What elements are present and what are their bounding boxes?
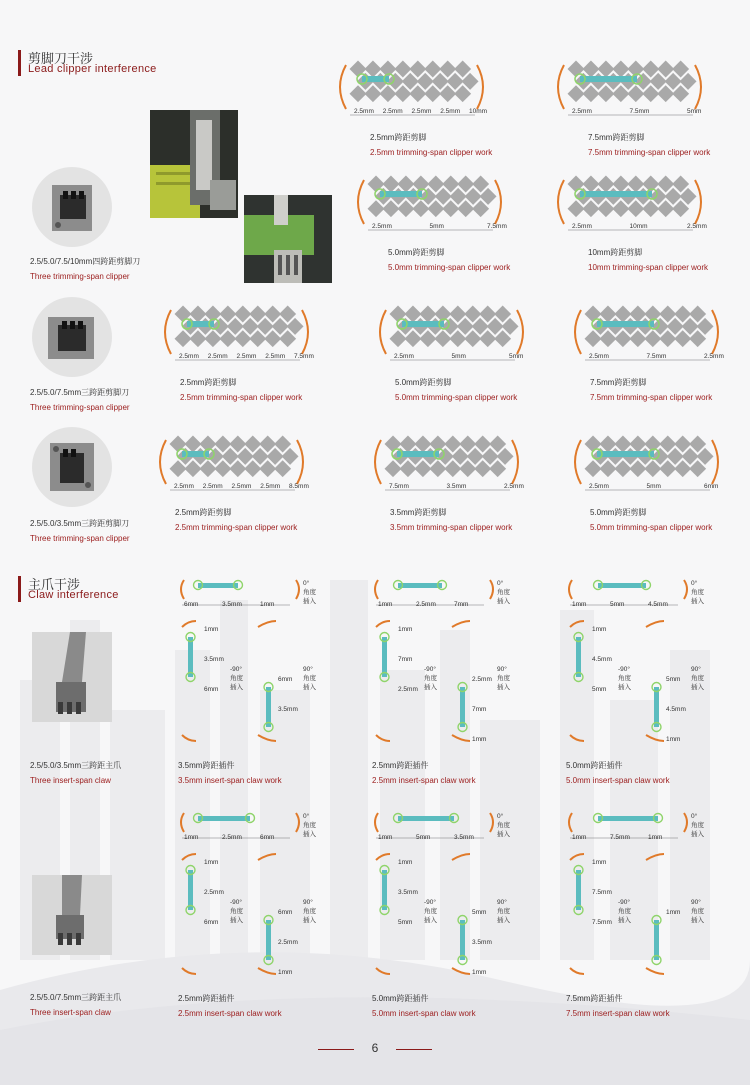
angle-label: 插入 [691, 831, 704, 838]
dimension-label: 7.5mm [389, 483, 409, 490]
page-footer [0, 1040, 750, 1060]
dimension-label: 1mm [204, 626, 219, 633]
diagram-caption [372, 991, 476, 1021]
caption-en: 5.0mm trimming-span clipper work [590, 523, 713, 532]
lead-tool-caption: 2.5/5.0/3.5mm三跨距剪脚刀 Three trimming-span clipper [30, 519, 130, 543]
dimension-label: 10mm [469, 108, 488, 115]
dimension-label: 2.5mm [372, 223, 392, 230]
section-title-en: Claw interference [28, 589, 119, 601]
dimension-label: 2.5mm [179, 353, 199, 360]
dimension-label: 1mm [398, 859, 413, 866]
dimension-label: 5mm [509, 353, 524, 360]
clipper-span-diagram [565, 300, 730, 380]
dimension-label: 2.5mm [572, 223, 592, 230]
dimension-label: 5mm [687, 108, 702, 115]
dimension-label: 1mm [278, 969, 293, 976]
diagram-caption [588, 245, 708, 275]
dimension-label: 2.5mm [382, 108, 403, 115]
dimension-label: 2.5mm [589, 483, 609, 490]
angle-label: -90° [424, 899, 436, 906]
clipper-span-diagram [565, 430, 730, 510]
dimension-label: 3.5mm [204, 656, 224, 663]
diagram-caption [180, 375, 302, 405]
angle-label: 90° [497, 666, 507, 673]
claw-tool-image-1 [32, 632, 112, 722]
caption-cn: 5.0mm跨距插件 [566, 761, 623, 770]
angle-label: 90° [497, 899, 507, 906]
claw-span-diagram [566, 575, 716, 750]
angle-label: 角度 [230, 675, 243, 682]
angle-label: 插入 [303, 598, 316, 605]
clipper-span-diagram [548, 170, 713, 250]
section-title-cn: 主爪干涉 [28, 577, 81, 592]
dimension-label: 7.5mm [592, 919, 612, 926]
caption-cn: 2.5mm跨距剪脚 [180, 378, 237, 387]
page-number: 6 [371, 1041, 379, 1055]
angle-label: 角度 [618, 908, 631, 915]
dimension-label: 4.5mm [648, 601, 668, 608]
diagram-caption [566, 991, 670, 1021]
caption-cn: 5.0mm跨距剪脚 [395, 378, 452, 387]
angle-label: 角度 [691, 589, 704, 596]
dimension-label: 4.5mm [592, 656, 612, 663]
angle-label: 角度 [691, 822, 704, 829]
dimension-label: 6mm [278, 909, 293, 916]
angle-label: 插入 [497, 598, 510, 605]
caption-cn: 7.5mm跨距剪脚 [590, 378, 647, 387]
angle-label: 角度 [618, 675, 631, 682]
claw-span-diagram [566, 808, 716, 983]
clipper-tool-image-2 [30, 295, 114, 379]
diagram-caption [370, 130, 492, 160]
caption-cn: 2.5mm跨距剪脚 [175, 508, 232, 517]
dimension-label: 3.5mm [222, 601, 242, 608]
angle-label: 插入 [497, 917, 510, 924]
diagram-caption [590, 505, 712, 535]
diagram-caption [178, 758, 282, 788]
clipper-span-diagram [548, 55, 713, 135]
angle-label: 插入 [691, 598, 704, 605]
angle-label: 插入 [691, 684, 704, 691]
dimension-label: 5mm [416, 834, 431, 841]
angle-label: 0° [303, 813, 310, 820]
angle-label: 插入 [230, 684, 243, 691]
angle-label: 插入 [303, 917, 316, 924]
caption-en: 5.0mm insert-span claw work [566, 776, 670, 785]
dimension-label: 1mm [378, 834, 393, 841]
caption-en: 10mm trimming-span clipper work [588, 263, 709, 272]
caption-en: 3.5mm trimming-span clipper work [390, 523, 513, 532]
angle-label: -90° [618, 899, 630, 906]
caption-cn: 3.5mm跨距剪脚 [390, 508, 447, 517]
section-title-cn: 剪脚刀干涉 [28, 51, 94, 66]
caption-en: 7.5mm trimming-span clipper work [588, 148, 711, 157]
dimension-label: 2.5mm [440, 108, 461, 115]
dimension-label: 7mm [398, 656, 413, 663]
caption-cn: 5.0mm跨距剪脚 [388, 248, 445, 257]
dimension-label: 5mm [646, 483, 661, 490]
dimension-label: 5mm [398, 919, 413, 926]
dimension-label: 2.5mm [472, 676, 492, 683]
dimension-label: 5mm [610, 601, 625, 608]
angle-label: -90° [230, 899, 242, 906]
angle-label: 角度 [424, 675, 437, 682]
angle-label: 角度 [303, 589, 316, 596]
dimension-label: 3.5mm [278, 706, 298, 713]
dimension-label: 2.5mm [202, 483, 223, 490]
dimension-label: 1mm [378, 601, 393, 608]
diagram-caption [388, 245, 510, 275]
angle-label: 插入 [424, 684, 437, 691]
caption-en: 5.0mm trimming-span clipper work [395, 393, 518, 402]
caption-cn: 5.0mm跨距插件 [372, 994, 429, 1003]
angle-label: 插入 [424, 917, 437, 924]
angle-label: 插入 [497, 831, 510, 838]
caption-en: 7.5mm trimming-span clipper work [590, 393, 713, 402]
clipper-closeup-photo [244, 195, 332, 283]
angle-label: 角度 [497, 822, 510, 829]
diagram-caption [395, 375, 517, 405]
caption-en: 7.5mm insert-span claw work [566, 1009, 670, 1018]
dimension-label: 1mm [184, 834, 199, 841]
clipper-span-diagram [155, 300, 320, 380]
angle-label: 角度 [497, 675, 510, 682]
caption-en: 5.0mm insert-span claw work [372, 1009, 476, 1018]
clipper-span-diagram [370, 300, 535, 380]
angle-label: -90° [230, 666, 242, 673]
dimension-label: 2.5mm [222, 834, 242, 841]
angle-label: 角度 [424, 908, 437, 915]
dimension-label: 6mm [278, 676, 293, 683]
diagram-caption [175, 505, 297, 535]
angle-label: 插入 [303, 831, 316, 838]
diagram-caption [178, 991, 282, 1021]
dimension-label: 7.5mm [487, 223, 507, 230]
angle-label: 90° [303, 899, 313, 906]
dimension-label: 1mm [666, 736, 681, 743]
angle-label: -90° [424, 666, 436, 673]
dimension-label: 3.5mm [446, 483, 467, 490]
dimension-label: 1mm [666, 909, 681, 916]
angle-label: 角度 [691, 908, 704, 915]
angle-label: 角度 [303, 822, 316, 829]
caption-cn: 3.5mm跨距插件 [178, 761, 235, 770]
dimension-label: 2.5mm [278, 939, 298, 946]
dimension-label: 4.5mm [666, 706, 686, 713]
dimension-label: 2.5mm [204, 889, 224, 896]
dimension-label: 2.5mm [207, 353, 228, 360]
diagram-caption [566, 758, 670, 788]
dimension-label: 6mm [704, 483, 719, 490]
machine-photo [150, 110, 238, 218]
dimension-label: 2.5mm [416, 601, 436, 608]
dimension-label: 1mm [592, 626, 607, 633]
angle-label: 插入 [303, 684, 316, 691]
dimension-label: 6mm [184, 601, 199, 608]
dimension-label: 5mm [666, 676, 681, 683]
caption-en: 2.5mm trimming-span clipper work [175, 523, 298, 532]
angle-label: 角度 [691, 675, 704, 682]
angle-label: 0° [691, 813, 698, 820]
dimension-label: 6mm [204, 686, 219, 693]
dimension-label: 2.5mm [572, 108, 592, 115]
angle-label: 插入 [497, 684, 510, 691]
angle-label: 角度 [303, 908, 316, 915]
dimension-label: 1mm [204, 859, 219, 866]
dimension-label: 10mm [629, 223, 648, 230]
clipper-tool-image-3 [30, 425, 114, 509]
dimension-label: 2.5mm [231, 483, 252, 490]
dimension-label: 2.5mm [354, 108, 374, 115]
dimension-label: 7.5mm [610, 834, 630, 841]
claw-span-diagram [372, 808, 522, 983]
claw-span-diagram [372, 575, 522, 750]
dimension-label: 6mm [260, 834, 275, 841]
dimension-label: 3.5mm [398, 889, 418, 896]
angle-label: 90° [303, 666, 313, 673]
caption-en: 2.5mm insert-span claw work [372, 776, 476, 785]
section-title-en: Lead clipper interference [28, 63, 157, 75]
lead-tool-caption: 2.5/5.0/7.5/10mm四跨距剪脚刀 Three trimming-span clipper [30, 257, 141, 281]
dimension-label: 1mm [472, 736, 487, 743]
angle-label: 0° [691, 580, 698, 587]
caption-cn: 7.5mm跨距插件 [566, 994, 623, 1003]
caption-cn: 2.5mm跨距剪脚 [370, 133, 427, 142]
dimension-label: 6mm [204, 919, 219, 926]
dimension-label: 2.5mm [398, 686, 418, 693]
dimension-label: 1mm [472, 969, 487, 976]
caption-en: 2.5mm trimming-span clipper work [180, 393, 303, 402]
angle-label: -90° [618, 666, 630, 673]
angle-label: 插入 [618, 917, 631, 924]
dimension-label: 1mm [398, 626, 413, 633]
angle-label: 90° [691, 899, 701, 906]
dimension-label: 2.5mm [411, 108, 432, 115]
caption-cn: 5.0mm跨距剪脚 [590, 508, 647, 517]
claw-span-diagram [178, 808, 328, 983]
caption-cn: 7.5mm跨距剪脚 [588, 133, 645, 142]
dimension-label: 1mm [592, 859, 607, 866]
dimension-label: 5mm [472, 909, 487, 916]
clipper-tool-image-1 [30, 165, 114, 249]
dimension-label: 3.5mm [454, 834, 474, 841]
dimension-label: 2.5mm [174, 483, 194, 490]
dimension-label: 5mm [592, 686, 607, 693]
dimension-label: 3.5mm [472, 939, 492, 946]
claw-tool-image-2 [32, 875, 112, 955]
clipper-span-diagram [150, 430, 315, 510]
lead-tool-caption: 2.5/5.0/7.5mm三跨距剪脚刀 Three trimming-span clipper [30, 388, 130, 412]
dimension-label: 7.5mm [629, 108, 650, 115]
diagram-caption [372, 758, 476, 788]
dimension-label: 8.5mm [289, 483, 309, 490]
dimension-label: 2.5mm [704, 353, 724, 360]
dimension-label: 5mm [451, 353, 466, 360]
caption-cn: 2.5mm跨距插件 [372, 761, 429, 770]
angle-label: 角度 [497, 908, 510, 915]
dimension-label: 2.5mm [236, 353, 257, 360]
angle-label: 角度 [497, 589, 510, 596]
angle-label: 插入 [230, 917, 243, 924]
angle-label: 插入 [691, 917, 704, 924]
dimension-label: 7mm [454, 601, 469, 608]
diagram-caption [590, 375, 712, 405]
caption-en: 2.5mm trimming-span clipper work [370, 148, 493, 157]
clipper-span-diagram [365, 430, 530, 510]
clipper-span-diagram [348, 170, 513, 250]
caption-cn: 10mm跨距剪脚 [588, 248, 643, 257]
dimension-label: 1mm [572, 834, 587, 841]
dimension-label: 2.5mm [504, 483, 524, 490]
dimension-label: 1mm [260, 601, 275, 608]
dimension-label: 1mm [572, 601, 587, 608]
dimension-label: 1mm [648, 834, 663, 841]
clipper-span-diagram [330, 55, 495, 135]
dimension-label: 2.5mm [589, 353, 609, 360]
dimension-label: 7.5mm [646, 353, 667, 360]
caption-en: 3.5mm insert-span claw work [178, 776, 282, 785]
dimension-label: 7.5mm [592, 889, 612, 896]
diagram-caption [588, 130, 710, 160]
angle-label: 0° [303, 580, 310, 587]
angle-label: 插入 [618, 684, 631, 691]
claw-tool-caption: 2.5/5.0/7.5mm三跨距主爪 Three insert-span claw [30, 993, 122, 1017]
claw-tool-caption: 2.5/5.0/3.5mm三跨距主爪 Three insert-span claw [30, 761, 122, 785]
dimension-label: 2.5mm [260, 483, 281, 490]
angle-label: 0° [497, 580, 504, 587]
caption-en: 2.5mm insert-span claw work [178, 1009, 282, 1018]
claw-span-diagram [178, 575, 328, 750]
dimension-label: 5mm [429, 223, 444, 230]
angle-label: 90° [691, 666, 701, 673]
diagram-caption [390, 505, 512, 535]
dimension-label: 2.5mm [394, 353, 414, 360]
angle-label: 0° [497, 813, 504, 820]
angle-label: 角度 [303, 675, 316, 682]
dimension-label: 7mm [472, 706, 487, 713]
dimension-label: 2.5mm [687, 223, 707, 230]
angle-label: 角度 [230, 908, 243, 915]
caption-cn: 2.5mm跨距插件 [178, 994, 235, 1003]
caption-en: 5.0mm trimming-span clipper work [388, 263, 511, 272]
dimension-label: 2.5mm [265, 353, 286, 360]
dimension-label: 7.5mm [294, 353, 314, 360]
